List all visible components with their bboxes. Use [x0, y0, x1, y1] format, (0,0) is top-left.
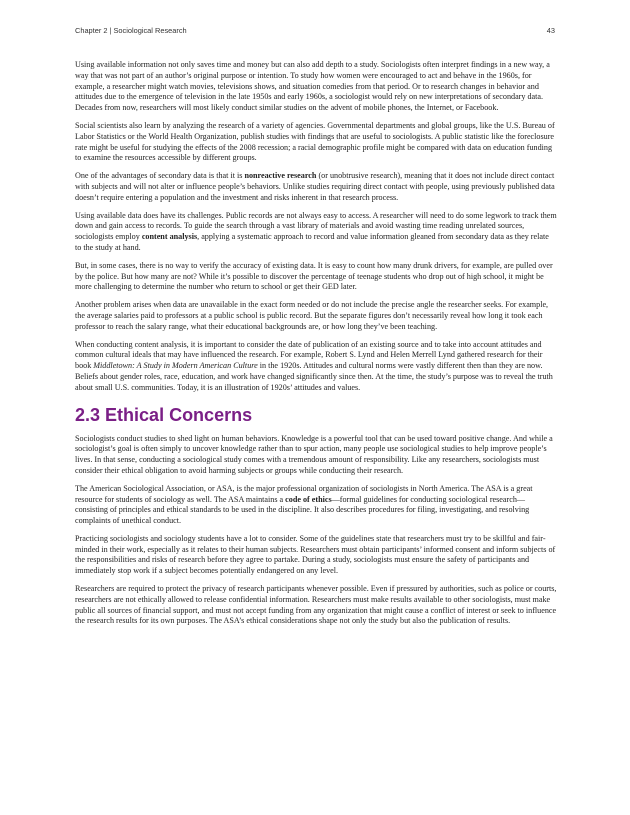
chapter-prefix: Chapter 2	[75, 25, 108, 35]
text-run: Researchers are required to protect the privacy of research participants whenever possible. Even if pressured by authorities, such as police or courts, researchers are not ethically allowed to release confidential information. Researchers must make results available to other sociologists, must make public all sources of financial support, and must not accept funding from any organization that might cause a conflict of interest or seek to influence the research results for its own purposes. The ASA’s ethical considerations shape not only the study but also the publication of results.	[75, 584, 557, 626]
running-header	[75, 24, 555, 36]
paragraph	[75, 584, 557, 627]
paragraph	[75, 300, 557, 332]
section-title: Ethical Concerns	[105, 404, 253, 425]
book-title: Middletown: A Study in Modern American Culture	[93, 361, 258, 371]
key-term: content analysis	[141, 232, 198, 242]
document-body	[75, 60, 557, 634]
key-term: code of ethics	[285, 494, 332, 504]
paragraph	[75, 534, 557, 577]
paragraph	[75, 60, 557, 114]
paragraphs-before-section	[75, 60, 557, 394]
paragraph	[75, 434, 557, 477]
chapter-title: Sociological Research	[113, 25, 187, 35]
paragraph	[75, 121, 557, 164]
section-heading	[75, 404, 557, 426]
paragraph	[75, 171, 557, 203]
paragraph	[75, 261, 557, 293]
text-run: (or unobtrusive research), meaning that it does not include direct contact with subjects and will not alter or influence people’s behaviors. Unlike studies requiring direct contact with people, using previously published data doesn’t require entering a population and the investment and risks inherent in that research process.	[75, 171, 555, 202]
text-run: The American Sociological Association, or ASA, is the major professional organization of sociologists in North America. The ASA is a great resource for students of sociology as well. The ASA maintains a	[75, 483, 533, 504]
page-number: 43	[546, 25, 555, 35]
text-run: Social scientists also learn by analyzing the research of a variety of agencies. Governmental departments and global groups, like the U.S. Bureau of Labor Statistics or the World Health Organization, publish studies with findings that are useful to sociologists. A public statistic like the foreclosure rate might be useful for studying the effects of the 2008 recession; a racial demographic profile might be compared with data on education funding to examine the resources accessible by different groups.	[75, 120, 555, 163]
text-run: But, in some cases, there is no way to verify the accuracy of existing data. It is easy to count how many drunk drivers, for example, are pulled over by the police. But how many are not? While it’s possible to discover the percentage of teenage students who drop out of high school, it might be more challenging to determine the number who return to school or get their GED later.	[75, 260, 553, 292]
text-run: Using available information not only saves time and money but can also add depth to a study. Sociologists often interpret findings in a new way, a way that was not part of an author’s original purpose or intention. To study how women were encouraged to act and behave in the 1960s, for example, a researcher might watch movies, televisions shows, and situation comedies from that period. Or to research changes in behavior and attitudes due to the emergence of television in the late 1950s and early 1960s, a sociologist would rely on new interpretations of secondary data. Decades from now, researchers will most likely conduct similar studies on the advent of mobile phones, the Internet, or Facebook.	[75, 60, 550, 113]
text-run: , applying a systematic approach to record and value information gleaned from secondary data as they relate to the study at hand.	[75, 232, 549, 252]
text-run: Practicing sociologists and sociology students have a lot to consider. Some of the guidelines state that researchers must try to be skillful and fair-minded in their work, especially as it relates to their human subjects. Researchers must obtain participants’ informed consent and inform subjects of the responsibilities and risks of research before they agree to partake. During a study, sociologists must ensure the safety of participants and immediately stop work if a subject becomes potentially endangered on any level.	[75, 533, 556, 576]
key-term: nonreactive research	[244, 171, 317, 181]
text-run: in the 1920s. Attitudes and cultural norms were vastly different then than they are now. Beliefs about gender roles, race, education, and work have changed significantly since then. At the time, the study’s purpose was to reveal the truth about small U.S. communities. Today, it is an illustration of 1920s’ attitudes and values.	[75, 361, 553, 392]
paragraph	[75, 340, 557, 394]
text-run: When conducting content analysis, it is important to consider the date of publication of an existing source and to take into account attitudes and common cultural ideals that may have influenced the research. For example, Robert S. Lynd and Helen Merrell Lynd gathered research for their book	[75, 339, 543, 371]
text-run: Another problem arises when data are unavailable in the exact form needed or do not include the precise angle the researcher seeks. For example, the average salaries paid to professors at a public school is public record. But the separate figures don’t necessarily reveal how long it took each professor to reach the salary range, what their educational backgrounds are, or how long they’ve been teaching.	[75, 300, 549, 331]
text-run: Sociologists conduct studies to shed light on human behaviors. Knowledge is a powerful tool that can be used toward positive change. And while a sociologist’s goal is often simply to uncover knowledge rather than to spur action, many people use sociological studies to help improve people’s lives. In that sense, conducting a sociological study comes with a tremendous amount of responsibility. Like any researchers, sociologists must consider their ethical obligation to avoid harming subjects or groups while conducting their research.	[75, 433, 553, 475]
text-run: One of the advantages of secondary data is that it is	[75, 171, 245, 181]
text-run: Using available data does have its challenges. Public records are not always easy to access. A researcher will need to do some legwork to track them down and gain access to records. To guide the search through a vast library of materials and avoid wasting time reading unrelated sources, sociologists employ	[75, 210, 557, 242]
section-number: 2.3	[75, 404, 101, 425]
chapter-label	[75, 26, 187, 35]
header-separator: |	[107, 25, 114, 35]
paragraphs-after-section	[75, 434, 557, 628]
paragraph	[75, 211, 557, 254]
paragraph	[75, 484, 557, 527]
text-run: —formal guidelines for conducting sociological research—consisting of principles and ethical standards to be used in the discipline. It also describes procedures for filing, investigating, and resolving complaints of unethical conduct.	[75, 494, 530, 526]
